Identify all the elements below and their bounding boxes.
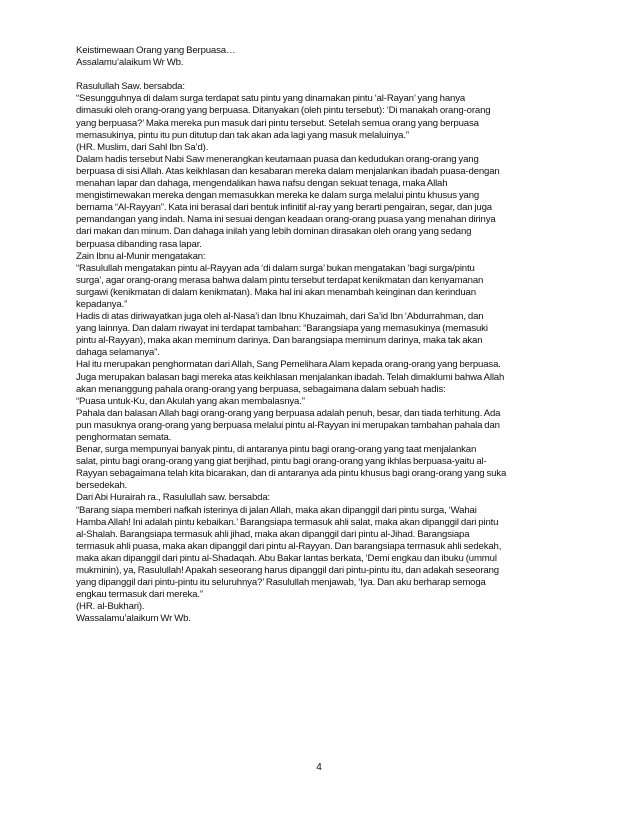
text-line: Zain Ibnu al-Munir mengatakan: [76,250,206,262]
text-line: memasukinya, pintu itu pun ditutup dan tak akan ada lagi yang masuk melaluinya.” [76,129,409,141]
text-line: maka akan dipanggil dari pintu al-Shadaqah. Abu Bakar lantas berkata, ‘Demi engkau dan ibuku (ummul [76,552,497,564]
text-line: pemandangan yang indah. Nama ini sesuai dengan keadaan orang-orang puasa yang menahan dirinya [76,214,496,226]
text-line: Rasulullah Saw. bersabda: [76,81,185,93]
text-line: (HR. Muslim, dari Sahl Ibn Sa’d). [76,141,209,153]
text-line: Benar, surga mempunyai banyak pintu, di antaranya pintu bagi orang-orang yang taat menjalankan [76,444,477,456]
text-line: mengistimewakan mereka dengan memasukkan mereka ke dalam surga melalui pintu khusus yang [76,190,480,202]
text-line: bersedekah. [76,480,128,492]
text-line: pintu al-Rayyan), maka akan meminum darinya. Dan barangsiapa meminum darinya, maka tak akan [76,335,483,347]
text-line: surga’, agar orang-orang merasa bahwa dalam pintu tersebut terdapat kenikmatan dan kenyamanan [76,274,484,286]
text-line: yang berpuasa?’ Maka mereka pun masuk dari pintu tersebut. Setelah semua orang yang berpuasa [76,117,479,129]
text-line: “Sesungguhnya di dalam surga terdapat satu pintu yang dinamakan pintu ‘al-Rayan’ yang hanya [76,93,466,105]
text-line: yang lainnya. Dan dalam riwayat ini terdapat tambahan: “Barangsiapa yang memasukinya (memasuki [76,323,488,335]
text-lines [76,81,572,625]
text-line: Hamba Allah! Ini adalah pintu kebaikan.’ Barangsiapa termasuk ahli salat, maka akan dipanggil dari pintu [76,516,499,528]
text-line: Wassalamu’alaikum Wr Wb. [76,613,191,625]
text-line: yang dipanggil dari pintu-pintu itu seluruhnya?’ Rasulullah menjawab, ‘Iya. Dan aku berharap semoga [76,577,486,589]
text-line: “Rasulullah mengatakan pintu al-Rayyan ada ‘di dalam surga’ bukan mengatakan ‘bagi surga/pintu [76,262,475,274]
text-line: surgawi (kenikmatan di dalam kenikmatan). Maka hal ini akan menambah keinginan dan kerinduan [76,286,476,298]
text-line: Hal itu merupakan penghormatan dari Allah, Sang Pemelihara Alam kepada orang-orang yang berpuasa. [76,359,501,371]
text-line: Hadis di atas diriwayatkan juga oleh al-Nasa’i dan Ibnu Khuzaimah, dari Sa’id Ibn ‘Abdurrahman, dan [76,311,484,323]
text-line: dari makan dan minum. Dan dahaga inilah yang lebih dominan dirasakan oleh orang yang sedang [76,226,472,238]
text-line: Pahala dan balasan Allah bagi orang-orang yang berpuasa adalah penuh, besar, dan tiada terhitung. Ada [76,407,501,419]
text-line: Juga merupakan balasan bagi mereka atas keikhlasan menjalankan ibadah. Telah dimaklumi bahwa Allah [76,371,505,383]
text-line: salat, pintu bagi orang-orang yang giat berjihad, pintu bagi orang-orang yang ikhlas berpuasa-yaitu al- [76,456,487,468]
text-line: penghormatan semata. [76,432,172,443]
text-line: menahan lapar dan dahaga, mengendalikan hawa nafsu dengan sekuat tenaga, maka Allah [76,178,448,190]
text-line: engkau termasuk dari mereka.” [76,589,203,601]
document-body [76,45,572,626]
text-line: bernama “Al-Rayyan”. Kata ini berasal dari bentuk infinitif al-ray yang berarti pengairan, segar, dan juga [76,202,492,214]
text-line: berpuasa dibanding rasa lapar. [76,238,202,250]
text-line: termasuk ahli puasa, maka akan dipanggil dari pintu al-Rayyan. Dan barangsiapa termasuk ahli sedekah, [76,540,502,552]
text-line: Dari Abi Hurairah ra., Rasulullah saw. bersabda: [76,492,271,504]
text-line: dimasuki oleh orang-orang yang berpuasa. Ditanyakan (oleh pintu tersebut): ‘Di manakah orang-orang [76,105,491,117]
text-line: (HR. al-Bukhari). [76,601,145,613]
text-line: “Barang siapa memberi nafkah isterinya di jalan Allah, maka akan dipanggil dari pintu surga, ‘Wahai [76,504,477,516]
text-line: al-Shalah. Barangsiapa termasuk ahli jihad, maka akan dipanggil dari pintu al-Jihad. Barangsiapa [76,528,470,540]
greeting: Assalamu’alaikum Wr Wb. [76,57,184,69]
paragraph-spacer [76,69,572,81]
text-line: dahaga selamanya”. [76,347,160,359]
text-line: pun masuknya orang-orang yang berpuasa melalui pintu al-Rayyan ini merupakan tambahan pahala dan [76,419,500,431]
text-line: Rayyan sebagaimana telah kita bicarakan, dan di antaranya ada pintu khusus bagi orang-orang yang suka [76,468,507,480]
page-number: 4 [316,762,322,773]
text-line: Dalam hadis tersebut Nabi Saw menerangkan keutamaan puasa dan kedudukan orang-orang yang [76,153,479,165]
text-line: berpuasa di sisi Allah. Atas keikhlasan dan kesabaran mereka dalam menjalankan ibadah puasa-dengan [76,165,500,177]
text-line: kepadanya.” [76,298,128,310]
document-title: Keistimewaan Orang yang Berpuasa… [76,45,236,56]
text-line: mukminin), ya, Rasulullah! Apakah seseorang harus dipanggil dari pintu-pintu itu, dan adakah seseorang [76,565,499,577]
text-line: akan menanggung pahala orang-orang yang berpuasa, sebagaimana dalam sebuah hadis: [76,383,446,395]
text-line: “Puasa untuk-Ku, dan Akulah yang akan membalasnya.” [76,395,305,407]
